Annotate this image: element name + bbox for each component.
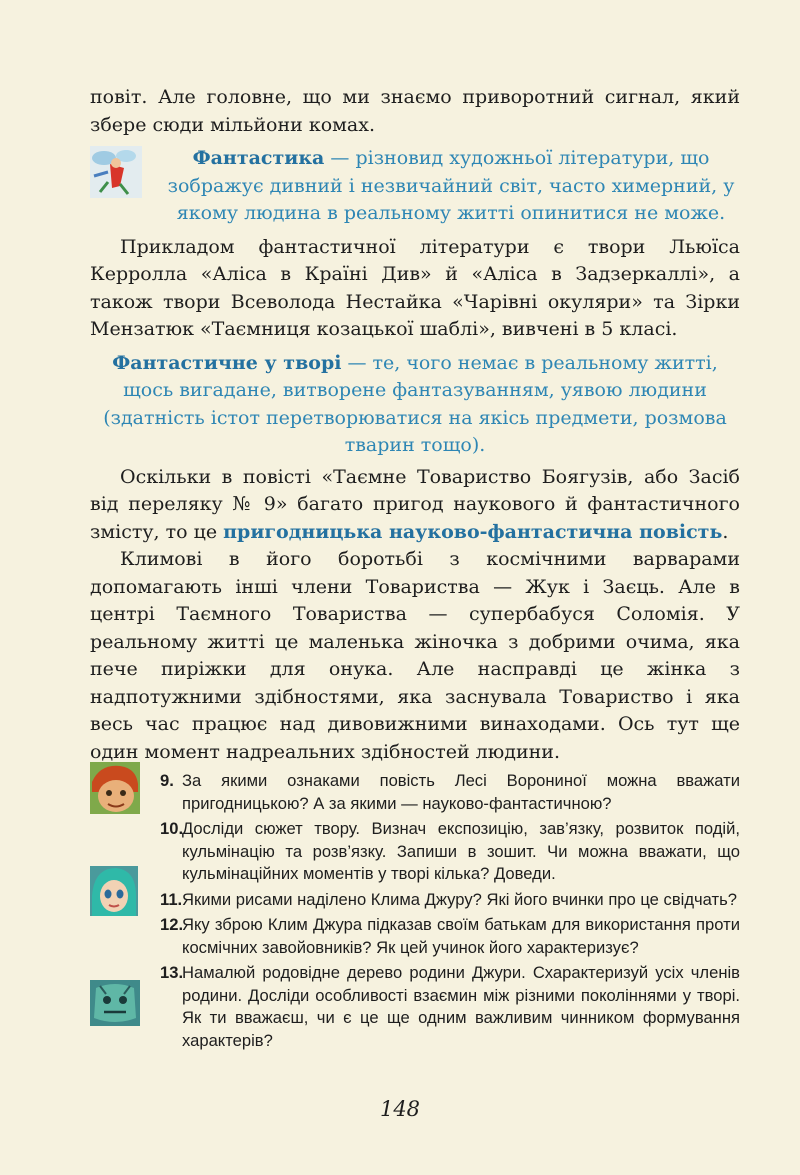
definition-term: Фантастичне у творі bbox=[112, 351, 342, 374]
definition-term: Фантастика bbox=[192, 147, 325, 169]
question-text: Намалюй родовідне дерево родини Джури. Схарактеризуй усіх членів родини. Досліди особливості взаємин між різними поколіннями у творі. Як ти вважаєш, чи є це ще одним важливим чинником формування характерів? bbox=[182, 963, 740, 1050]
paragraph-text: . bbox=[722, 520, 729, 543]
definition-fantastic bbox=[162, 145, 740, 228]
creature-face-icon bbox=[90, 980, 140, 1026]
boy-face-icon bbox=[90, 762, 140, 814]
paragraph: Климові в його боротьбі з космічними варварами допомагають інші члени Товариства — Жук і Заєць. Але в центрі Таємного Товариства — супербабуся Соломія. У реальному житті це маленька жіночка з добрими очима, яка пече пиріжки для онука. Але насправді це жінка з надпотужними здібностями, яка заснувала Товариство і яка весь час працює над дивовижними винаходами. Ось тут ще один момент надреальних здібностей людини. bbox=[90, 548, 740, 763]
genre-term: пригодницька науково-фантастична повість bbox=[223, 520, 723, 543]
question-item bbox=[90, 962, 740, 1052]
question-number: 9. bbox=[160, 771, 174, 790]
question-item bbox=[90, 818, 740, 886]
girl-face-icon bbox=[90, 866, 138, 916]
question-item bbox=[90, 770, 740, 815]
question-number: 10. bbox=[160, 819, 184, 838]
paragraph bbox=[90, 464, 740, 547]
question-item bbox=[90, 889, 740, 912]
question-text: За якими ознаками повість Лесі Ворониної можна вважати пригодницькою? А за якими — науково-фантастичною? bbox=[182, 771, 740, 813]
question-item bbox=[90, 914, 740, 959]
page-content bbox=[90, 84, 740, 1055]
question-text: Досліди сюжет твору. Визнач експозицію, зав’язку, розвиток подій, кульмінацію та розв’язку. Запиши в зошит. Чи можна вважати, що кульмінаційних моментів у творі кілька? Доведи. bbox=[182, 819, 740, 883]
fairy-icon bbox=[90, 146, 142, 198]
question-number: 11. bbox=[160, 889, 183, 909]
paragraph: Прикладом фантастичної літератури є твори Льюїса Керролла «Аліса в Країні Див» й «Аліса в Задзеркаллі», а також твори Всеволода Нестайка «Чарівні окуляри» та Зірки Мензатюк «Таємниця козацької шаблі», вивчені в 5 класі. bbox=[90, 235, 740, 340]
question-number: 12. bbox=[160, 915, 184, 934]
question-text: Якими рисами наділено Клима Джуру? Які його вчинки про це свідчать? bbox=[182, 889, 737, 909]
definition-text: — різновид художньої літератури, що зображує дивний і незвичайний світ, часто химерний, у якому людина в реальному житті опинитися не може. bbox=[167, 147, 735, 224]
question-text: Яку зброю Клим Джура підказав своїм батькам для використання проти космічних завойовників? Як цей учинок його характеризує? bbox=[182, 915, 740, 957]
questions-block bbox=[90, 770, 740, 1052]
question-number: 13. bbox=[160, 963, 184, 982]
definition-text: — те, чого немає в реальному житті, щось вигадане, витворене фантазуванням, уявою людини (здатність істот перетворюватися на якісь предмети, розмова тварин тощо). bbox=[103, 351, 727, 456]
paragraph: повіт. Але головне, що ми знаємо приворотний сигнал, який збере сюди мільйони комах. bbox=[90, 86, 740, 136]
paragraph-text: Оскільки в повісті «Таємне Товариство Боягузів, або Засіб від переляку № 9» багато пригод наукового й фантастичного змісту, то це bbox=[90, 465, 740, 543]
definition-fantastic-in-work bbox=[90, 350, 740, 460]
page-number: 148 bbox=[379, 1097, 421, 1121]
